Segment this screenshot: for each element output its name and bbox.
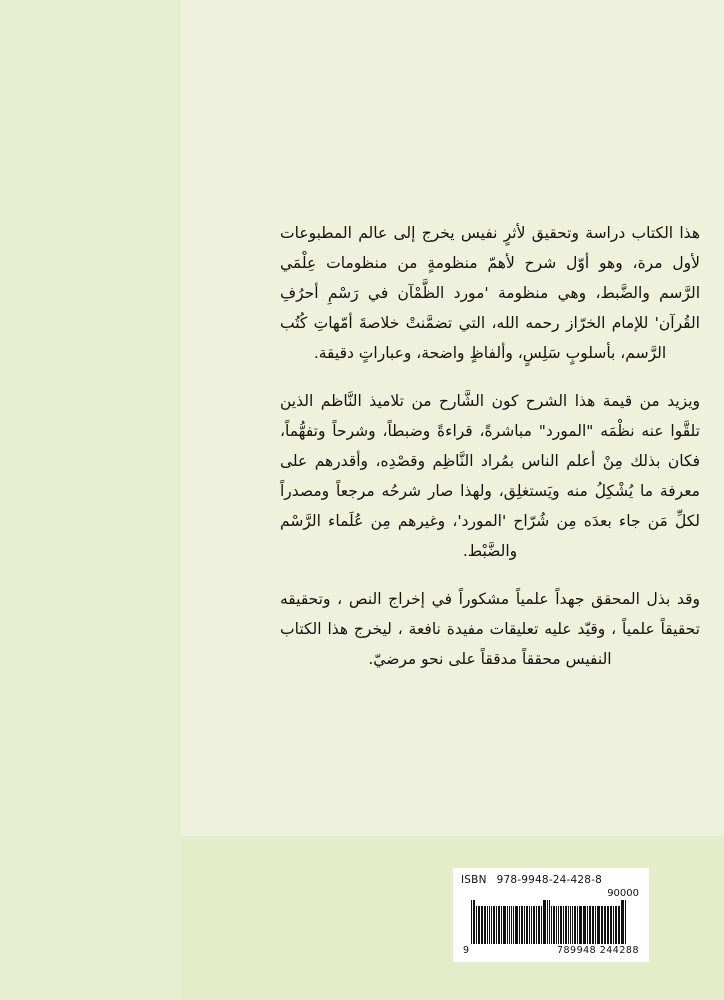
barcode-bar xyxy=(511,906,512,944)
barcode-bar xyxy=(471,900,472,944)
barcode-bar xyxy=(621,900,624,944)
barcode-bar xyxy=(529,906,530,944)
barcode-bar xyxy=(595,906,596,944)
barcode-bar xyxy=(526,906,528,944)
barcode-bar xyxy=(579,906,582,944)
barcode-bar xyxy=(572,906,573,944)
barcode-bar xyxy=(625,900,626,944)
barcode-bar xyxy=(553,906,555,944)
isbn-value: 978-9948-24-428-8 xyxy=(496,874,603,886)
blurb-paragraph-3: وقد بذل المحقق جهداً علمياً مشكوراً في إخراج النص ، وتحقيقه تحقيقاً علمياً ، وقيّد عليه تعليقات مفيدة نافعة ، ليخرج هذا الكتاب النفيس محققاً مدققاً على نحو مرضيّ. xyxy=(280,590,700,668)
barcode-bar xyxy=(476,906,477,944)
barcode-bar xyxy=(613,906,614,944)
isbn-line xyxy=(461,874,641,886)
barcode-bar xyxy=(491,906,492,944)
barcode-bar xyxy=(509,906,510,944)
barcode-digits: 789948 244288 xyxy=(556,945,639,956)
barcode-bar xyxy=(481,906,483,944)
barcode-lead-digit: 9 xyxy=(463,945,470,956)
barcode-bar xyxy=(583,906,586,944)
barcode-bar xyxy=(515,906,518,944)
barcode-graphic xyxy=(461,900,641,956)
barcode-bar xyxy=(615,906,617,944)
barcode-bar xyxy=(487,906,488,944)
barcode-bar xyxy=(558,906,559,944)
isbn-label: ISBN xyxy=(461,874,487,886)
barcode-bar xyxy=(570,906,571,944)
barcode-bar xyxy=(587,906,588,944)
barcode-bar xyxy=(618,906,620,944)
barcode-bar xyxy=(560,906,562,944)
barcode-digits-row xyxy=(461,945,641,956)
barcode-bar xyxy=(547,900,548,944)
barcode-bar xyxy=(498,906,500,944)
ean5-value: 90000 xyxy=(607,888,639,899)
barcode-bar xyxy=(610,906,612,944)
barcode-bar xyxy=(538,906,540,944)
barcode-bar xyxy=(549,900,550,944)
barcode-bar xyxy=(501,906,502,944)
barcode-bar xyxy=(543,900,546,944)
barcode-bar xyxy=(531,906,532,944)
barcode-bars xyxy=(471,900,641,944)
barcode-bar xyxy=(551,906,552,944)
barcode-bar xyxy=(589,906,591,944)
back-cover-blurb xyxy=(280,218,700,674)
barcode-bar xyxy=(533,906,535,944)
barcode-bar xyxy=(489,906,490,944)
barcode-bar xyxy=(574,906,576,944)
barcode-bar xyxy=(556,906,557,944)
barcode-bar xyxy=(607,906,609,944)
barcode-bar xyxy=(496,906,497,944)
barcode-bar xyxy=(541,906,542,944)
barcode-bar xyxy=(478,906,480,944)
barcode-bar xyxy=(513,906,514,944)
barcode-bar xyxy=(568,906,569,944)
barcode-bar xyxy=(521,906,523,944)
blurb-paragraph-2: ويزيد من قيمة هذا الشرح كون الشَّارح من تلاميذ النَّاظم الذين تلقَّوا عنه نظْمَه "المورد" مباشرةً، قراءةً وضبطاً، وشرحاً وتفهُّماً، فكان بذلك مِنْ أعلم الناس بمُراد النَّاظِم وقصْدِه، وأقدرهم على معرفة ما يُشْكِلُ منه ويَستغلِق، ولهذا صار شرحُه مرجعاً ومصدراً لكلِّ مَن جاء بعدَه مِن شُرّاح 'المورد'، وغيرهم مِن عُلَماء الرَّسْم والضَّبْط. xyxy=(280,392,700,560)
barcode-bar xyxy=(563,906,564,944)
barcode-bar xyxy=(493,906,495,944)
cover-content xyxy=(181,0,724,1000)
barcode-bar xyxy=(597,906,600,944)
barcode-bar xyxy=(592,906,594,944)
barcode-bar xyxy=(507,906,508,944)
isbn-barcode-block xyxy=(453,868,649,962)
blurb-paragraph-1: هذا الكتاب دراسة وتحقيق لأثرٍ نفيس يخرج إلى عالم المطبوعات لأول مرة، وهو أوّل شرح لأهمّ منظومةٍ من منظومات عِلْمَي الرَّسم والضَّبط، وهي منظومة 'مورد الظَّمْآن في رَسْمِ أحرُفِ القُرآن' للإمام الخرّاز رحمه الله، التي تضمَّنتْ خلاصةَ أمّهاتِ كُتُب الرَّسم، بأسلوبٍ سَلِسٍ، وألفاظٍ واضحة، وعباراتٍ دقيقة. xyxy=(280,224,700,362)
barcode-bar xyxy=(536,906,537,944)
barcode-bar xyxy=(484,906,486,944)
barcode-bar xyxy=(519,906,520,944)
barcode-bar xyxy=(565,906,567,944)
barcode-bar xyxy=(503,906,506,944)
barcode-bar xyxy=(604,906,606,944)
barcode-bar xyxy=(473,900,475,944)
barcode-bar xyxy=(577,906,578,944)
barcode-bar xyxy=(524,906,525,944)
barcode-bar xyxy=(601,906,603,944)
